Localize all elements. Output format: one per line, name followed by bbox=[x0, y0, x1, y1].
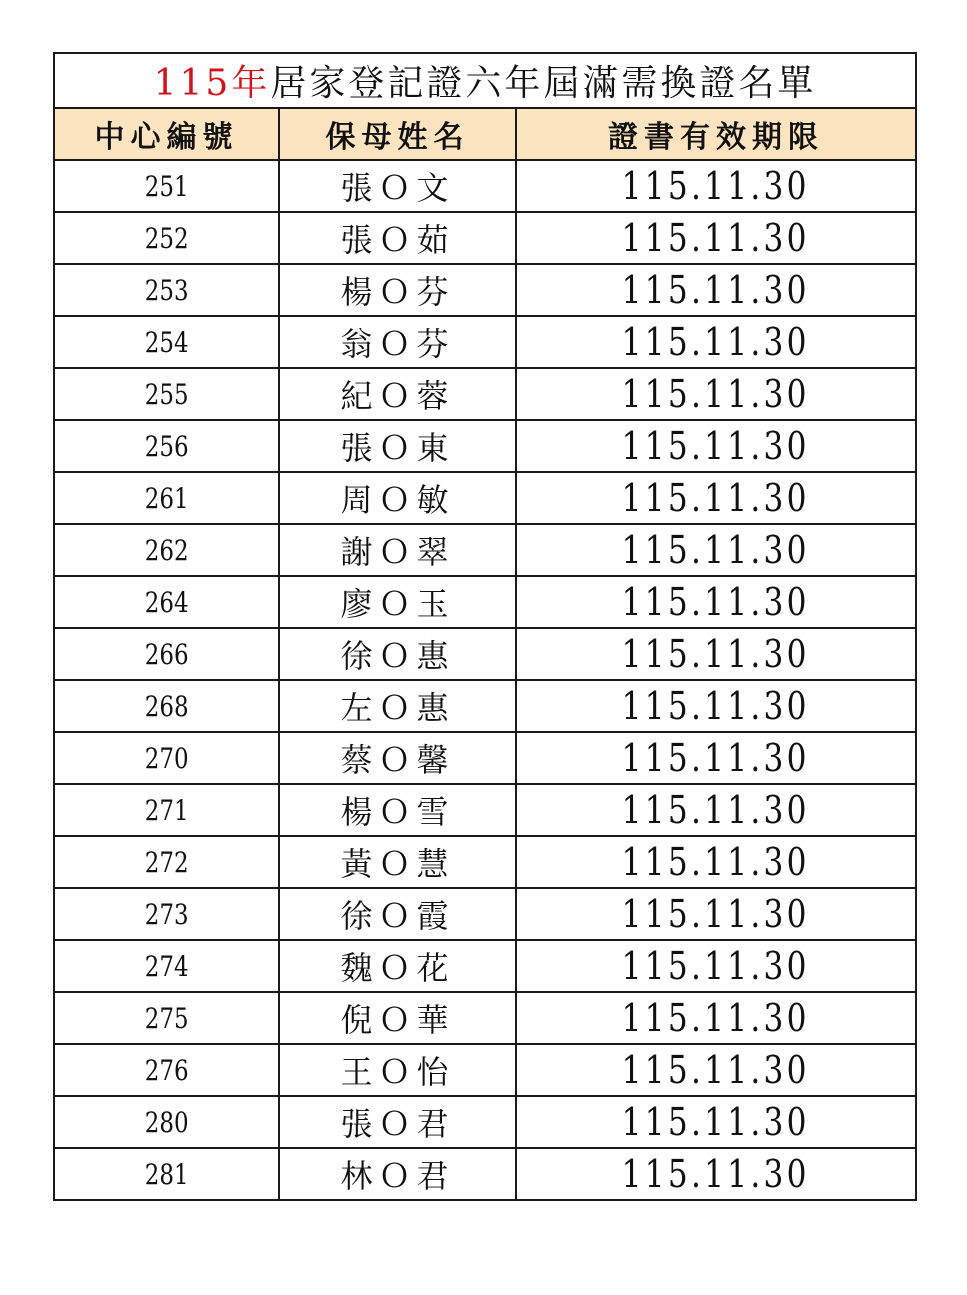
expiry-date-value: 115.11.30 bbox=[621, 788, 811, 832]
cell-center-id bbox=[54, 940, 279, 992]
expiry-date-value: 115.11.30 bbox=[621, 216, 811, 260]
expiry-date-value: 115.11.30 bbox=[621, 476, 811, 520]
table-row bbox=[54, 524, 916, 576]
expiry-date-value: 115.11.30 bbox=[621, 1048, 811, 1092]
title-year: 115年 bbox=[153, 63, 271, 104]
cell-caregiver-name: 黃Ｏ慧 bbox=[279, 836, 516, 888]
expiry-date-value: 115.11.30 bbox=[621, 372, 811, 416]
cell-expiry-date bbox=[516, 1044, 916, 1096]
cell-center-id bbox=[54, 420, 279, 472]
cell-center-id bbox=[54, 784, 279, 836]
cell-caregiver-name: 徐Ｏ霞 bbox=[279, 888, 516, 940]
cell-caregiver-name: 紀Ｏ蓉 bbox=[279, 368, 516, 420]
cell-center-id bbox=[54, 1148, 279, 1200]
renewal-list-table bbox=[53, 52, 917, 1201]
center-id-value: 252 bbox=[144, 221, 189, 255]
expiry-date-value: 115.11.30 bbox=[621, 268, 811, 312]
table-row bbox=[54, 784, 916, 836]
center-id-value: 268 bbox=[144, 689, 189, 723]
cell-caregiver-name: 蔡Ｏ馨 bbox=[279, 732, 516, 784]
table-row bbox=[54, 888, 916, 940]
cell-center-id bbox=[54, 368, 279, 420]
center-id-value: 273 bbox=[144, 897, 189, 931]
expiry-date-value: 115.11.30 bbox=[621, 736, 811, 780]
cell-expiry-date bbox=[516, 836, 916, 888]
cell-expiry-date bbox=[516, 472, 916, 524]
expiry-date-value: 115.11.30 bbox=[621, 996, 811, 1040]
center-id-value: 272 bbox=[144, 845, 189, 879]
table-row bbox=[54, 680, 916, 732]
table-row bbox=[54, 420, 916, 472]
expiry-date-value: 115.11.30 bbox=[621, 684, 811, 728]
expiry-date-value: 115.11.30 bbox=[621, 320, 811, 364]
table-body bbox=[54, 160, 916, 1200]
cell-center-id bbox=[54, 472, 279, 524]
center-id-value: 270 bbox=[144, 741, 189, 775]
cell-expiry-date bbox=[516, 1148, 916, 1200]
cell-center-id bbox=[54, 992, 279, 1044]
title-row bbox=[54, 53, 916, 108]
cell-center-id bbox=[54, 1096, 279, 1148]
table-row bbox=[54, 628, 916, 680]
center-id-value: 266 bbox=[144, 637, 189, 671]
cell-expiry-date bbox=[516, 1096, 916, 1148]
cell-center-id bbox=[54, 628, 279, 680]
cell-expiry-date bbox=[516, 212, 916, 264]
cell-expiry-date bbox=[516, 940, 916, 992]
center-id-value: 261 bbox=[144, 481, 189, 515]
table-row bbox=[54, 732, 916, 784]
cell-center-id bbox=[54, 576, 279, 628]
cell-center-id bbox=[54, 888, 279, 940]
cell-caregiver-name: 林Ｏ君 bbox=[279, 1148, 516, 1200]
table-row bbox=[54, 212, 916, 264]
cell-caregiver-name: 張Ｏ東 bbox=[279, 420, 516, 472]
expiry-date-value: 115.11.30 bbox=[621, 892, 811, 936]
cell-expiry-date bbox=[516, 420, 916, 472]
expiry-date-value: 115.11.30 bbox=[621, 840, 811, 884]
cell-caregiver-name: 廖Ｏ玉 bbox=[279, 576, 516, 628]
center-id-value: 271 bbox=[144, 793, 189, 827]
cell-expiry-date bbox=[516, 784, 916, 836]
cell-expiry-date bbox=[516, 160, 916, 212]
center-id-value: 274 bbox=[144, 949, 189, 983]
cell-caregiver-name: 倪Ｏ華 bbox=[279, 992, 516, 1044]
expiry-date-value: 115.11.30 bbox=[621, 1152, 811, 1196]
center-id-value: 281 bbox=[144, 1157, 189, 1191]
cell-expiry-date bbox=[516, 264, 916, 316]
cell-caregiver-name: 楊Ｏ雪 bbox=[279, 784, 516, 836]
table-row bbox=[54, 368, 916, 420]
cell-center-id bbox=[54, 264, 279, 316]
cell-center-id bbox=[54, 1044, 279, 1096]
center-id-value: 280 bbox=[144, 1105, 189, 1139]
table-row bbox=[54, 472, 916, 524]
cell-caregiver-name: 徐Ｏ惠 bbox=[279, 628, 516, 680]
cell-center-id bbox=[54, 212, 279, 264]
center-id-value: 255 bbox=[144, 377, 189, 411]
table-row bbox=[54, 836, 916, 888]
table-row bbox=[54, 940, 916, 992]
cell-caregiver-name: 翁Ｏ芬 bbox=[279, 316, 516, 368]
cell-expiry-date bbox=[516, 524, 916, 576]
cell-center-id bbox=[54, 160, 279, 212]
cell-expiry-date bbox=[516, 732, 916, 784]
expiry-date-value: 115.11.30 bbox=[621, 944, 811, 988]
table-row bbox=[54, 1044, 916, 1096]
table-row bbox=[54, 1148, 916, 1200]
center-id-value: 262 bbox=[144, 533, 189, 567]
expiry-date-value: 115.11.30 bbox=[621, 424, 811, 468]
cell-expiry-date bbox=[516, 576, 916, 628]
cell-caregiver-name: 周Ｏ敏 bbox=[279, 472, 516, 524]
cell-center-id bbox=[54, 836, 279, 888]
table-row bbox=[54, 160, 916, 212]
center-id-value: 251 bbox=[144, 169, 189, 203]
table-row bbox=[54, 992, 916, 1044]
cell-center-id bbox=[54, 732, 279, 784]
center-id-value: 254 bbox=[144, 325, 189, 359]
center-id-value: 275 bbox=[144, 1001, 189, 1035]
cell-expiry-date bbox=[516, 316, 916, 368]
table-row bbox=[54, 576, 916, 628]
cell-caregiver-name: 張Ｏ君 bbox=[279, 1096, 516, 1148]
cell-expiry-date bbox=[516, 888, 916, 940]
expiry-date-value: 115.11.30 bbox=[621, 632, 811, 676]
header-row bbox=[54, 108, 916, 160]
center-id-value: 256 bbox=[144, 429, 189, 463]
table-title bbox=[54, 53, 916, 108]
cell-expiry-date bbox=[516, 992, 916, 1044]
cell-caregiver-name: 張Ｏ茹 bbox=[279, 212, 516, 264]
table-row bbox=[54, 316, 916, 368]
title-text: 居家登記證六年屆滿需換證名單 bbox=[270, 63, 817, 104]
cell-expiry-date bbox=[516, 680, 916, 732]
header-center-id: 中心編號 bbox=[54, 108, 279, 160]
expiry-date-value: 115.11.30 bbox=[621, 164, 811, 208]
header-name: 保母姓名 bbox=[279, 108, 516, 160]
header-expiry: 證書有效期限 bbox=[516, 108, 916, 160]
cell-caregiver-name: 魏Ｏ花 bbox=[279, 940, 516, 992]
expiry-date-value: 115.11.30 bbox=[621, 1100, 811, 1144]
cell-center-id bbox=[54, 680, 279, 732]
cell-caregiver-name: 張Ｏ文 bbox=[279, 160, 516, 212]
expiry-date-value: 115.11.30 bbox=[621, 580, 811, 624]
cell-caregiver-name: 王Ｏ怡 bbox=[279, 1044, 516, 1096]
cell-caregiver-name: 謝Ｏ翠 bbox=[279, 524, 516, 576]
center-id-value: 253 bbox=[144, 273, 189, 307]
expiry-date-value: 115.11.30 bbox=[621, 528, 811, 572]
cell-caregiver-name: 左Ｏ惠 bbox=[279, 680, 516, 732]
center-id-value: 276 bbox=[144, 1053, 189, 1087]
cell-expiry-date bbox=[516, 368, 916, 420]
cell-center-id bbox=[54, 316, 279, 368]
center-id-value: 264 bbox=[144, 585, 189, 619]
table-row bbox=[54, 264, 916, 316]
cell-expiry-date bbox=[516, 628, 916, 680]
cell-caregiver-name: 楊Ｏ芬 bbox=[279, 264, 516, 316]
cell-center-id bbox=[54, 524, 279, 576]
table-row bbox=[54, 1096, 916, 1148]
